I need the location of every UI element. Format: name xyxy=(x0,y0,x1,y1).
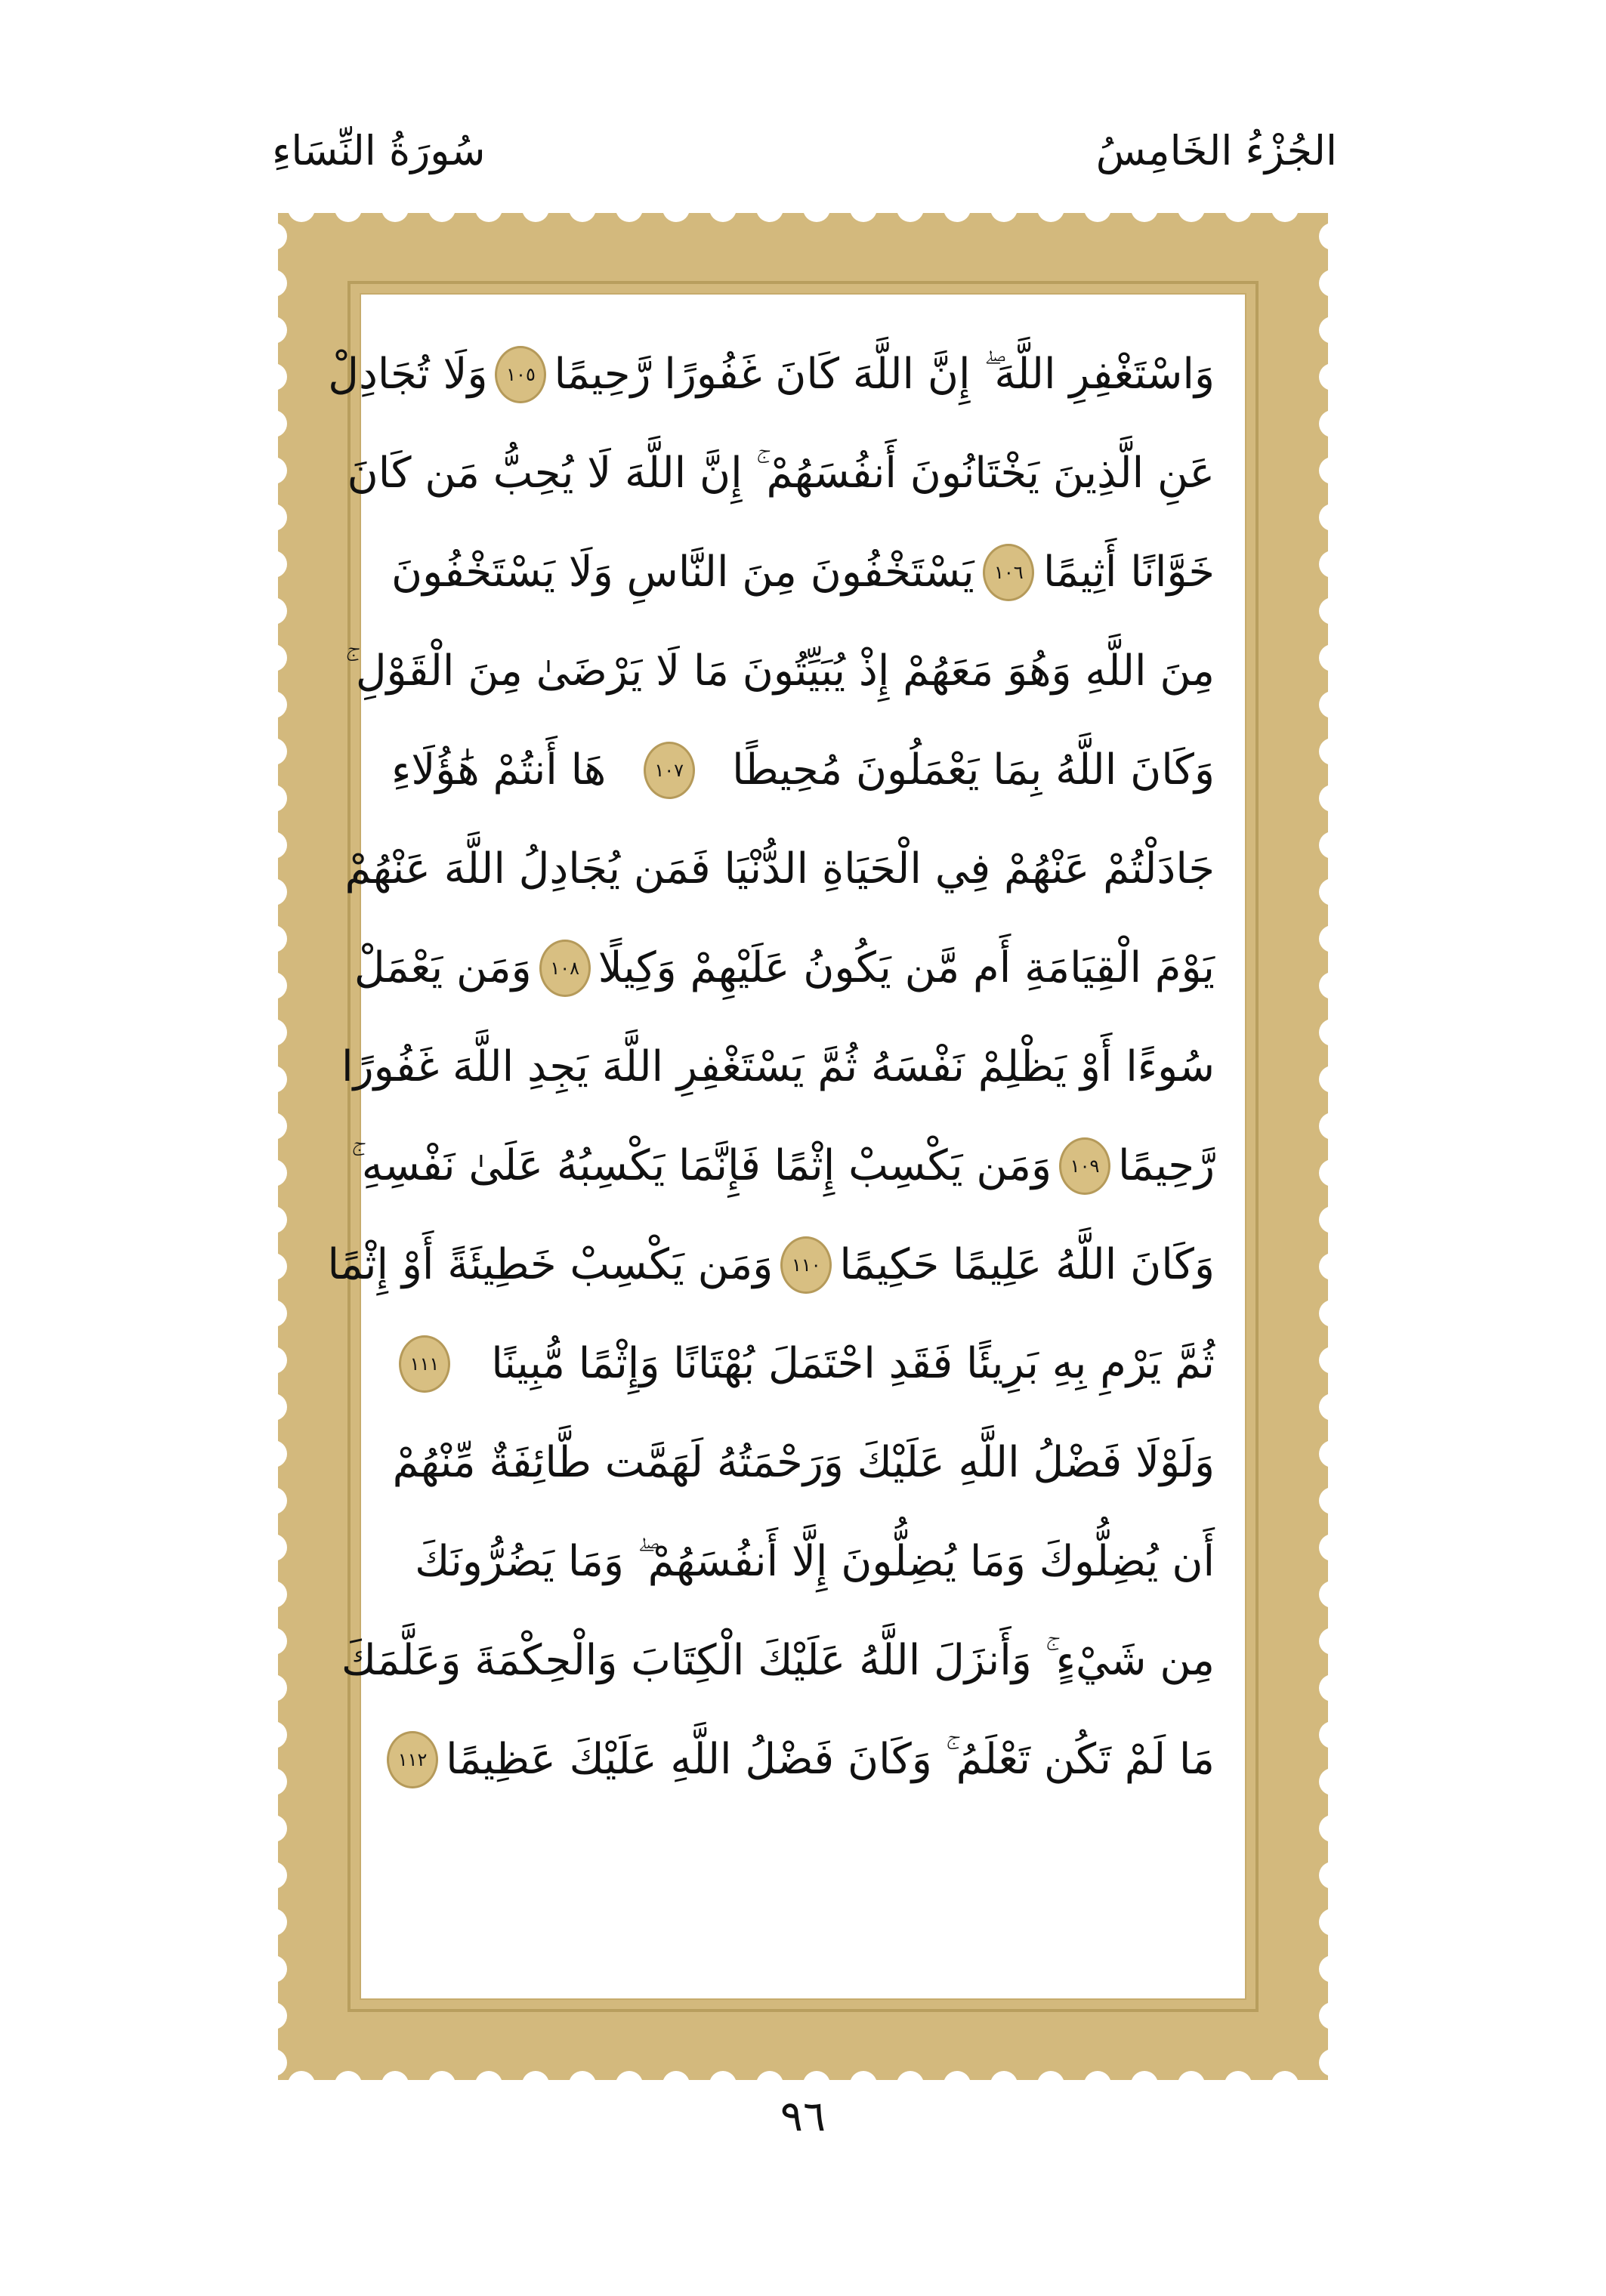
verse-text: وَكَانَ اللَّهُ عَلِيمًا حَكِيمًا xyxy=(839,1240,1215,1289)
verse-line xyxy=(391,1314,1215,1413)
verse-text: مِنَ اللَّهِ وَهُوَ مَعَهُمْ إِذْ يُبَيِّتُونَ مَا لَا يَرْضَىٰ مِنَ الْقَوْلِ ۚ xyxy=(344,646,1215,696)
verse-text: ثُمَّ يَرْمِ بِهِ بَرِيئًا فَقَدِ احْتَمَلَ بُهْتَانًا وَإِثْمًا مُّبِينًا xyxy=(491,1339,1215,1388)
verse-text: عَنِ الَّذِينَ يَخْتَانُونَ أَنفُسَهُمْ ۚ إِنَّ اللَّهَ لَا يُحِبُّ مَن كَانَ xyxy=(347,448,1215,498)
verse-text: يَسْتَخْفُونَ مِنَ النَّاسِ وَلَا يَسْتَخْفُونَ xyxy=(391,548,974,597)
page-header xyxy=(272,106,1337,211)
verse-text: سُوءًا أَوْ يَظْلِمْ نَفْسَهُ ثُمَّ يَسْتَغْفِرِ اللَّهَ يَجِدِ اللَّهَ غَفُورًا xyxy=(341,1042,1215,1091)
verse-line xyxy=(391,1413,1215,1512)
verse-text: وَمَن يَكْسِبْ إِثْمًا فَإِنَّمَا يَكْسِبُهُ عَلَىٰ نَفْسِهِ ۚ xyxy=(351,1140,1052,1190)
verse-line xyxy=(347,424,1215,523)
text-panel xyxy=(327,293,1246,2000)
verse-line xyxy=(344,819,1215,918)
verse-line xyxy=(391,1710,1215,1809)
juz-title: الجُزْءُ الخَامِسُ xyxy=(1095,127,1337,174)
verse-text: وَكَانَ اللَّهُ بِمَا يَعْمَلُونَ مُحِيطًا xyxy=(732,745,1215,795)
verse-text: يَوْمَ الْقِيَامَةِ أَم مَّن يَكُونُ عَلَيْهِمْ وَكِيلًا xyxy=(598,943,1215,992)
verse-line xyxy=(327,1215,1215,1314)
verse-text: وَلَا تُجَادِلْ xyxy=(328,350,488,399)
verse-line xyxy=(341,1611,1215,1710)
verse-text: وَمَن يَعْمَلْ xyxy=(354,943,532,992)
verse-line xyxy=(341,1017,1215,1116)
ayah-number-marker: ١١١ xyxy=(399,1335,450,1393)
ayah-number-marker: ١١٠ xyxy=(780,1236,832,1294)
ayah-number-marker: ١٠٧ xyxy=(644,742,695,799)
verse-line xyxy=(328,325,1215,424)
ayah-number-marker: ١١٢ xyxy=(387,1731,438,1788)
verse-text: وَاسْتَغْفِرِ اللَّهَ ۖ إِنَّ اللَّهَ كَانَ غَفُورًا رَّحِيمًا xyxy=(554,349,1215,399)
ayah-number-marker: ١٠٩ xyxy=(1059,1137,1110,1195)
page-number: ٩٦ xyxy=(780,2092,826,2141)
verse-text: وَلَوْلَا فَضْلُ اللَّهِ عَلَيْكَ وَرَحْمَتُهُ لَهَمَّت طَّائِفَةٌ مِّنْهُمْ xyxy=(392,1438,1215,1487)
verse-text: خَوَّانًا أَثِيمًا xyxy=(1042,548,1215,597)
verse-line xyxy=(344,622,1215,721)
ayah-number-marker: ١٠٥ xyxy=(495,346,546,403)
verse-line xyxy=(391,1512,1215,1611)
verse-text: رَّحِيمًا xyxy=(1118,1141,1215,1190)
verse-text: وَمَن يَكْسِبْ خَطِيئَةً أَوْ إِثْمًا xyxy=(327,1240,774,1289)
ayah-number-marker: ١٠٦ xyxy=(983,544,1034,601)
verse-lines xyxy=(327,325,1215,1968)
verse-text: جَادَلْتُمْ عَنْهُمْ فِي الْحَيَاةِ الدُّنْيَا فَمَن يُجَادِلُ اللَّهَ عَنْهُمْ xyxy=(344,844,1215,893)
ornamental-frame xyxy=(278,213,1328,2080)
verse-line xyxy=(351,1116,1215,1215)
verse-line xyxy=(354,918,1215,1017)
verse-line xyxy=(391,721,1215,819)
surah-title: سُورَةُ النِّسَاءِ xyxy=(272,127,486,174)
verse-text: مِن شَيْءٍ ۚ وَأَنزَلَ اللَّهُ عَلَيْكَ الْكِتَابَ وَالْحِكْمَةَ وَعَلَّمَكَ xyxy=(341,1635,1215,1685)
verse-text: هَا أَنتُمْ هَٰؤُلَاءِ xyxy=(391,745,607,795)
verse-text: مَا لَمْ تَكُن تَعْلَمُ ۚ وَكَانَ فَضْلُ اللَّهِ عَلَيْكَ عَظِيمًا xyxy=(446,1734,1215,1784)
verse-line xyxy=(391,523,1215,622)
verse-text: أَن يُضِلُّوكَ وَمَا يُضِلُّونَ إِلَّا أَنفُسَهُمْ ۖ وَمَا يَضُرُّونَكَ xyxy=(415,1536,1215,1586)
ayah-number-marker: ١٠٨ xyxy=(539,940,591,997)
